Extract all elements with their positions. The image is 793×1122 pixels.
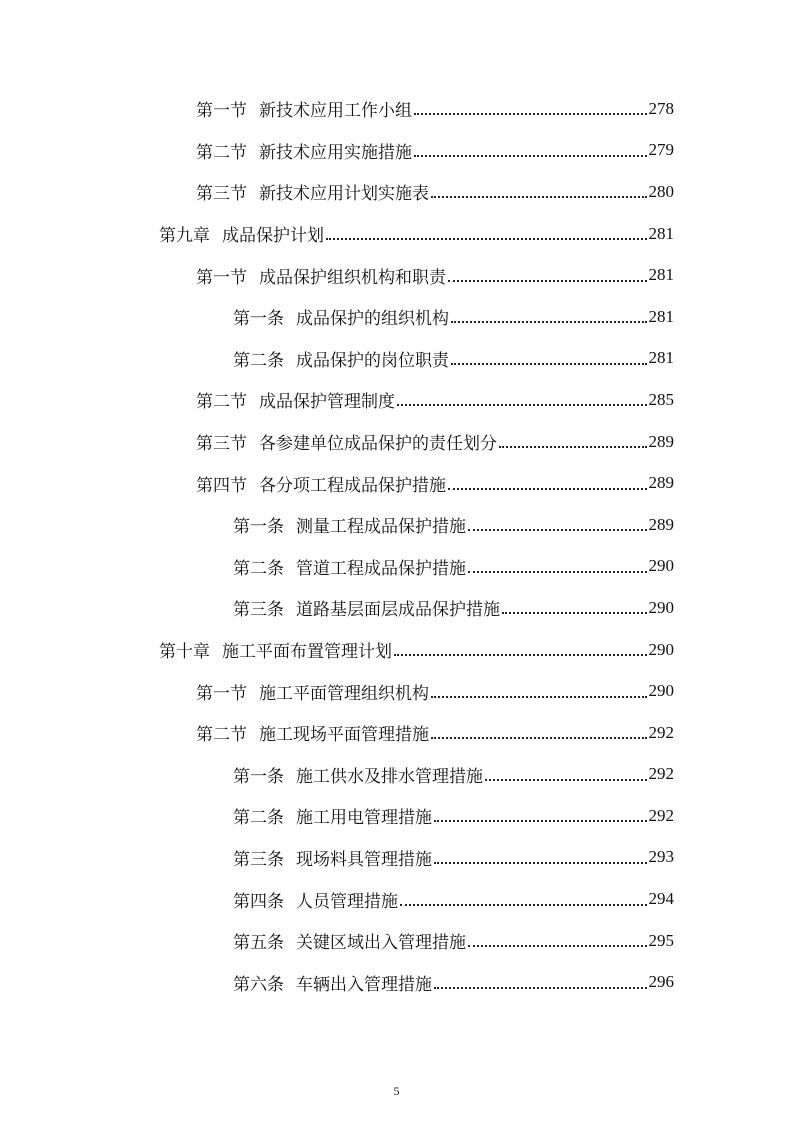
toc-entry-page: 279: [648, 140, 674, 160]
toc-entry[interactable]: [0, 587, 793, 629]
dot-leader: [400, 903, 647, 906]
toc-entry-page: 281: [648, 306, 674, 326]
toc-entry-number: 第一条: [233, 517, 284, 538]
toc-entry-title: 管道工程成品保护措施: [296, 558, 466, 579]
dot-leader: [431, 736, 647, 739]
toc-entry-page: 290: [648, 556, 674, 576]
toc-entry-number: 第一节: [196, 683, 247, 704]
toc-entry-page: 292: [648, 722, 674, 742]
toc-entry-page: 290: [648, 639, 674, 659]
toc-entry[interactable]: [0, 462, 793, 504]
toc-entry-page: 281: [648, 265, 674, 285]
toc-entry[interactable]: [0, 213, 793, 255]
toc-entry-page: 280: [648, 181, 674, 201]
toc-entry-number: 第四节: [196, 475, 247, 496]
toc-entry[interactable]: [0, 670, 793, 712]
toc-entry-title: 新技术应用计划实施表: [259, 184, 429, 205]
dot-leader: [394, 653, 647, 656]
toc-entry-title: 施工用电管理措施: [296, 808, 432, 829]
toc-entry-title: 新技术应用实施措施: [259, 142, 412, 163]
dot-leader: [468, 570, 647, 573]
toc-entry-title: 成品保护的岗位职责: [296, 350, 449, 371]
toc-entry[interactable]: [0, 379, 793, 421]
toc-entry-number: 第九章: [159, 226, 210, 247]
toc-entry-number: 第二条: [233, 558, 284, 579]
dot-leader: [468, 944, 647, 947]
toc-entry-page: 292: [648, 805, 674, 825]
dot-leader: [434, 861, 647, 864]
toc-entry-page: 290: [648, 681, 674, 701]
dot-leader: [468, 528, 647, 531]
dot-leader: [502, 611, 647, 614]
toc-entry-title: 成品保护的组织机构: [296, 309, 449, 330]
toc-entry-number: 第六条: [233, 974, 284, 995]
toc-entry-page: 278: [648, 98, 674, 118]
toc-entry-title: 人员管理措施: [296, 891, 398, 912]
dot-leader: [431, 695, 647, 698]
toc-entry-title: 各分项工程成品保护措施: [259, 475, 446, 496]
toc-entry-title: 各参建单位成品保护的责任划分: [259, 434, 497, 455]
dot-leader: [414, 154, 647, 157]
dot-leader: [434, 819, 647, 822]
toc-entry-number: 第二节: [196, 725, 247, 746]
toc-entry[interactable]: [0, 837, 793, 879]
toc-entry-number: 第五条: [233, 933, 284, 954]
toc-entry-number: 第十章: [159, 642, 210, 663]
toc-entry-number: 第二节: [196, 142, 247, 163]
toc-entry-title: 成品保护计划: [222, 226, 324, 247]
toc-entry-page: 289: [648, 514, 674, 534]
toc-entry[interactable]: [0, 130, 793, 172]
toc-entry-title: 现场料具管理措施: [296, 849, 432, 870]
toc-entry[interactable]: [0, 88, 793, 130]
toc-entry-page: 285: [648, 389, 674, 409]
toc-entry[interactable]: [0, 878, 793, 920]
toc-entry[interactable]: [0, 421, 793, 463]
toc-entry-number: 第二节: [196, 392, 247, 413]
toc-entry-number: 第二条: [233, 350, 284, 371]
toc-entry-number: 第三条: [233, 849, 284, 870]
toc-entry-number: 第三节: [196, 184, 247, 205]
toc-entry-page: 281: [648, 348, 674, 368]
dot-leader: [326, 237, 647, 240]
toc-entry[interactable]: [0, 296, 793, 338]
toc-entry-number: 第三条: [233, 600, 284, 621]
toc-entry-title: 关键区域出入管理措施: [296, 933, 466, 954]
dot-leader: [448, 279, 647, 282]
toc-entry[interactable]: [0, 338, 793, 380]
toc-entry-title: 施工供水及排水管理措施: [296, 766, 483, 787]
toc-entry-page: 294: [648, 889, 674, 909]
dot-leader: [499, 445, 647, 448]
toc-entry-title: 道路基层面层成品保护措施: [296, 600, 500, 621]
page-number: 5: [393, 1084, 400, 1098]
toc-entry-number: 第二条: [233, 808, 284, 829]
toc-entry-number: 第一条: [233, 766, 284, 787]
toc-entry-title: 施工平面布置管理计划: [222, 642, 392, 663]
dot-leader: [431, 195, 647, 198]
toc-entry[interactable]: [0, 629, 793, 671]
toc-entry-page: 293: [648, 847, 674, 867]
toc-entry-number: 第一节: [196, 101, 247, 122]
toc-entry-page: 295: [648, 930, 674, 950]
table-of-contents: [0, 88, 793, 1003]
toc-entry-number: 第一节: [196, 267, 247, 288]
toc-entry-page: 296: [648, 972, 674, 992]
toc-entry-title: 施工平面管理组织机构: [259, 683, 429, 704]
dot-leader: [485, 778, 647, 781]
toc-entry-number: 第三节: [196, 434, 247, 455]
toc-entry-number: 第四条: [233, 891, 284, 912]
toc-entry-page: 289: [648, 431, 674, 451]
toc-entry[interactable]: [0, 254, 793, 296]
toc-entry-title: 新技术应用工作小组: [259, 101, 412, 122]
toc-entry[interactable]: [0, 171, 793, 213]
dot-leader: [414, 112, 647, 115]
toc-entry-page: 290: [648, 597, 674, 617]
toc-entry-page: 289: [648, 473, 674, 493]
dot-leader: [451, 320, 647, 323]
toc-entry-page: 281: [648, 223, 674, 243]
dot-leader: [451, 362, 647, 365]
toc-entry-page: 292: [648, 764, 674, 784]
toc-entry[interactable]: [0, 920, 793, 962]
toc-entry[interactable]: [0, 961, 793, 1003]
toc-entry-title: 成品保护组织机构和职责: [259, 267, 446, 288]
toc-entry-number: 第一条: [233, 309, 284, 330]
toc-entry[interactable]: [0, 712, 793, 754]
dot-leader: [434, 986, 647, 989]
toc-entry[interactable]: [0, 546, 793, 588]
toc-entry[interactable]: [0, 754, 793, 796]
toc-entry[interactable]: [0, 504, 793, 546]
toc-entry-title: 测量工程成品保护措施: [296, 517, 466, 538]
toc-entry-title: 成品保护管理制度: [259, 392, 395, 413]
toc-entry-title: 施工现场平面管理措施: [259, 725, 429, 746]
toc-entry[interactable]: [0, 795, 793, 837]
toc-entry-title: 车辆出入管理措施: [296, 974, 432, 995]
dot-leader: [397, 403, 647, 406]
dot-leader: [448, 487, 647, 490]
